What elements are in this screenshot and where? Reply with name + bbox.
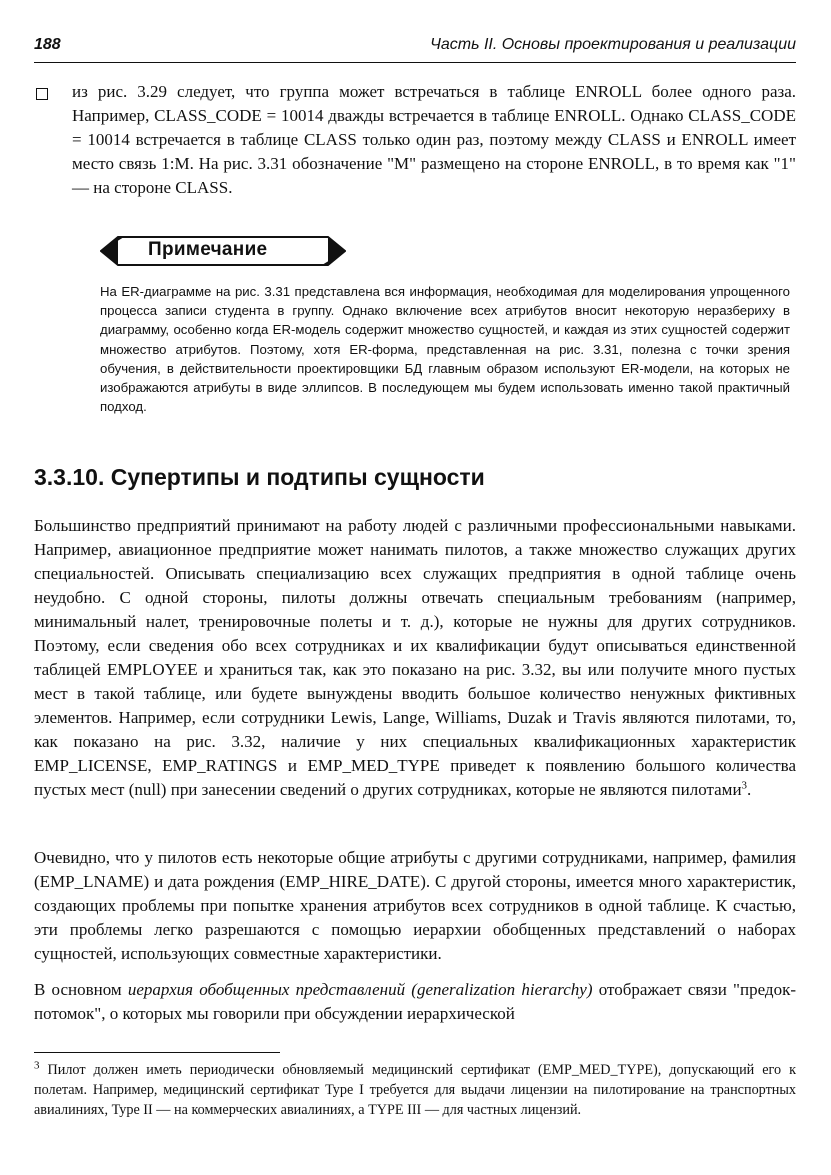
footnote-number: 3 [34, 1059, 40, 1072]
footnote-ref: 3 [741, 779, 748, 792]
footnote-divider [34, 1052, 280, 1053]
footnote [34, 1060, 796, 1120]
checkbox-bullet-icon [36, 88, 48, 100]
bullet-item [34, 80, 796, 200]
page-number: 188 [34, 36, 61, 53]
note-banner [100, 236, 346, 266]
note-text: На ER-диаграмме на рис. 3.31 представлена вся информация, необходимая для моделирования упрощенного процесса записи студента в группу. Однако включение всех атрибутов вносит некоторую неразбериху в диаграмму, особенно когда ER-модель содержит множество сущностей, и каждая из этих сущностей содержит множество атрибутов. Поэтому, хотя ER-форма, представленная на рис. 3.31, полезна с точки зрения обучения, в действительности проектировщики БД главным образом используют ER-модели, на которых не изображаются атрибуты в виде эллипсов. В последующем мы будем использовать именно такой практичный подход. [100, 284, 790, 415]
paragraph-1-text: Большинство предприятий принимают на работу людей с различными профессиональными навыками. Например, авиационное предприятие может нанимать пилотов, а также множество служащих других специальностей. Описывать специализацию всех служащих предприятия в одной таблице очень неудобно. С одной стороны, пилоты должны отвечать специальным требованиям (например, минимальный налет, тренировочные полеты и т. д.), которые не нужны для других сотрудников. Поэтому, если сведения обо всех сотрудниках и их квалификации будут описываться единственной таблицей EMPLOYEE и храниться так, как это показано на рис. 3.32, вы или получите много пустых мест в такой таблице, или будете вынуждены вводить большое количество ненужных фиктивных элементов. Например, если сотрудники Lewis, Lange, Williams, Duzak и Travis являются пилотами, то, как показано на рис. 3.32, наличие у них специальных квалификационных характеристик EMP_LICENSE, EMP_RATINGS и EMP_MED_TYPE приведет к появлению большого количества пустых мест (null) при занесении сведений о других сотрудниках, которые не являются пилотами [34, 516, 796, 799]
paragraph-3-start: В основном [34, 980, 128, 999]
page-header [34, 34, 796, 63]
term-generalization-hierarchy: иерархия обобщенных представлений (generalization hierarchy) [127, 980, 593, 999]
paragraph-1-end: . [747, 780, 752, 799]
footnote-text: Пилот должен иметь периодически обновляемый медицинский сертификат (EMP_MED_TYPE), допускающий его к полетам. Например, медицинский сертификат Type I требуется для выдачи лицензии на пилотирование на транспортных авиалиниях, Type II — на коммерческих авиалиниях, а TYPE III — для частных лицензий. [34, 1062, 796, 1118]
paragraph-2: Очевидно, что у пилотов есть некоторые общие атрибуты с другими сотрудниками, например, фамилия (EMP_LNAME) и дата рождения (EMP_HIRE_DATE). С другой стороны, имеется много характеристик, создающих проблемы при попытке хранения атрибутов всех сотрудников в одной таблице. К счастью, эти проблемы легко разрешаются с помощью иерархии обобщенных представлений о наборах сущностей, использующих совместные характеристики. [34, 848, 796, 963]
paragraph-3-end: отображает связи "предок-потомок", о которых мы говорили при обсуждении иерархической [34, 980, 796, 1023]
paragraph-3 [34, 978, 796, 1026]
paragraph-1 [34, 514, 796, 802]
running-title: Часть II. Основы проектирования и реализации [430, 36, 796, 53]
note-label: Примечание [148, 239, 268, 260]
section-heading: 3.3.10. Супертипы и подтипы сущности [34, 464, 485, 490]
bullet-text: из рис. 3.29 следует, что группа может встречаться в таблице ENROLL более одного раза. Например, CLASS_CODE = 10014 дважды встречается в таблице ENROLL. Однако CLASS_CODE = 10014 встречается в таблице CLASS только один раз, поэтому между CLASS и ENROLL имеет место связь 1:M. На рис. 3.31 обозначение "M" размещено на стороне ENROLL, в то время как "1" — на стороне CLASS. [72, 82, 796, 197]
